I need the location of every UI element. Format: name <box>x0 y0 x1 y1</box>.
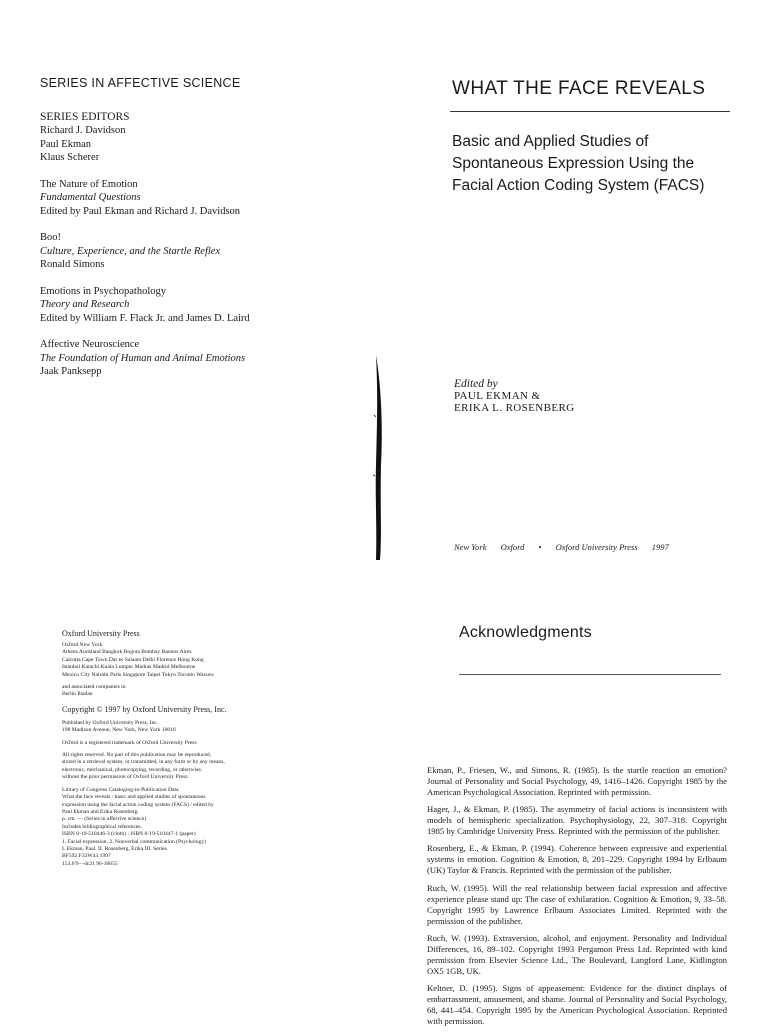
cip-line: expression using the facial action coding system (FACS) / edited by <box>62 801 214 808</box>
series-book-entry <box>40 285 380 326</box>
imprint-city: New York <box>454 542 487 552</box>
acknowledgments-list <box>427 765 727 1033</box>
trademark-line: Oxford is a registered trademark of Oxford University Press <box>62 739 197 746</box>
cip-line: What the face reveals : basic and applied studies of spontaneous <box>62 794 206 801</box>
copyright-page <box>62 628 362 868</box>
acknowledgment-entry: Ekman, P., Friesen, W., and Simons, R. (1985). Is the startle reaction an emotion? Journal of Personality and Social Psychology, 49, 1416–1426. Copyright 1985 by the American Psychological Association. Reprinted with permission. <box>427 765 727 797</box>
rights-line: without the prior permission of Oxford University Press. <box>62 774 189 781</box>
imprint-year: 1997 <box>651 542 669 552</box>
acknowledgment-entry: Ruch, W. (1993). Extraversion, alcohol, and enjoyment. Personality and Individual Differences, 16, 89–102. Copyright 1993 Pergamon Press Ltd. Reprinted with kind permission from Elsevier Science Ltd., The Boulevard, Langford Lane, Kidlington OX5 1GB, UK. <box>427 932 727 976</box>
rights-line: electronic, mechanical, photocopying, recording, or otherwise, <box>62 766 203 773</box>
acknowledgments-heading: Acknowledgments <box>459 624 592 641</box>
book-title: Affective Neuroscience <box>40 339 140 350</box>
cip-line: Paul Ekman and Erika Rosenberg. <box>62 808 139 815</box>
series-editor: Klaus Scherer <box>40 152 100 163</box>
published-line: 198 Madison Avenue, New York, New York 10016 <box>62 727 176 734</box>
copyright-notice: Copyright © 1997 by Oxford University Press, Inc. <box>62 704 227 714</box>
acknowledgment-entry: Rosenberg, E., & Ekman, P. (1994). Coherence between expressive and experiential systems in emotion. Cognition & Emotion, 8, 201–229. Copyright 1994 by Erlbaum (UK) Taylor & Francis. Reprinted with the permission of the publisher. <box>427 843 727 876</box>
book-editor-name: PAUL EKMAN & <box>454 390 541 402</box>
series-editor: Paul Ekman <box>40 138 92 150</box>
publisher-imprint <box>454 542 681 552</box>
rights-line: stored in a retrieval system, or transmitted, in any form or by any means, <box>62 759 225 766</box>
book-credit: Jaak Panksepp <box>40 366 102 377</box>
book-subtitle: The Foundation of Human and Animal Emotions <box>40 352 246 364</box>
press-name: Oxford University Press <box>62 629 140 638</box>
series-book-entry <box>40 231 380 272</box>
book-title: Emotions in Psychopathology <box>40 285 166 297</box>
imprint-city: Oxford <box>500 542 525 552</box>
rights-line: All rights reserved. No part of this publication may be reproduced, <box>62 752 212 759</box>
city-line: Oxford New York <box>62 642 103 648</box>
series-editor: Richard J. Davidson <box>40 125 126 136</box>
cip-line: Includes bibliographical references. <box>62 823 142 830</box>
book-credit: Ronald Simons <box>40 259 105 270</box>
book-subtitle: Culture, Experience, and the Startle Reflex <box>40 245 221 257</box>
book-title: Boo! <box>40 232 61 243</box>
cip-line: BF592.F33W43 1997 <box>62 853 111 860</box>
cip-line: ISBN 0-19-510446-3 (cloth) ; ISBN 0-19-510447-1 (paper) <box>62 831 196 838</box>
city-line: Athens Auckland Bangkok Bogota Bombay Buenos Aires <box>62 649 192 656</box>
subtitle-line: Facial Action Coding System (FACS) <box>452 177 705 194</box>
book-subtitle-block <box>452 131 704 197</box>
book-credit: Edited by Paul Ekman and Richard J. Davidson <box>40 205 241 217</box>
cip-line: Library of Congress Cataloging-in-Publication Data <box>62 786 179 793</box>
series-editors-heading: SERIES EDITORS <box>40 111 130 123</box>
acknowledgment-entry: Ruch, W. (1995). Will the real relationship between facial expression and affective experience please stand up: The case of exhilaration. Cognition & Emotion, 9, 33–58. Copyright 1995 by Lawrence Erlbaum Associates Limited. Reprinted with the permission of the publisher. <box>427 882 727 926</box>
acknowledgment-entry: Hager, J., & Ekman, P. (1985). The asymmetry of facial actions is inconsistent with models of hemispheric specialization. Psychophysiology, 22, 307–318. Copyright 1985 by Cambridge University Press. Reprinted with the permission of the publisher. <box>427 804 727 837</box>
associated-line: Berlin Ibadan <box>62 691 93 698</box>
series-book-entry <box>40 338 380 379</box>
edited-by-label <box>454 378 575 414</box>
book-title: The Nature of Emotion <box>40 178 138 190</box>
book-subtitle: Fundamental Questions <box>40 192 141 203</box>
city-line: Istanbul Karachi Kuala Lumpur Madras Madrid Melbourne <box>62 664 196 671</box>
subtitle-line: Basic and Applied Studies of <box>452 133 649 150</box>
city-line: Mexico City Nairobi Paris Singapore Taipei Tokyo Toronto Warsaw <box>62 671 215 678</box>
binding-shadow <box>372 355 384 560</box>
book-main-title: WHAT THE FACE REVEALS <box>452 78 706 99</box>
book-credit: Edited by William F. Flack Jr. and James D. Laird <box>40 312 250 324</box>
cip-line: I. Ekman, Paul. II. Rosenberg, Erika III. Series. <box>62 845 169 852</box>
title-divider <box>450 111 730 112</box>
associated-line: and associated companies in <box>62 684 126 691</box>
edited-by-text: Edited by <box>454 378 498 390</box>
series-book-entry <box>40 178 380 219</box>
acknowledgments-divider <box>459 674 721 675</box>
published-line: Published by Oxford University Press, Inc. <box>62 719 159 726</box>
cip-line: 1. Facial expression. 2. Nonverbal communication (Psychology) <box>62 838 207 845</box>
series-page <box>40 76 380 379</box>
cip-line: p. cm. — (Series in affective science) <box>62 816 147 823</box>
cip-line: 153.6'9—dc21 96-36655 <box>62 860 118 867</box>
city-line: Calcutta Cape Town Dar es Salaam Delhi Florence Hong Kong <box>62 656 204 663</box>
series-heading: SERIES IN AFFECTIVE SCIENCE <box>40 76 241 90</box>
subtitle-line: Spontaneous Expression Using the <box>452 155 695 172</box>
book-subtitle: Theory and Research <box>40 299 130 310</box>
imprint-publisher: Oxford University Press <box>555 542 638 552</box>
book-editor-name: ERIKA L. ROSENBERG <box>454 402 575 414</box>
acknowledgment-entry: Keltner, D. (1995). Signs of appeasement: Evidence for the distinct displays of embarrassment, amusement, and shame. Journal of Personality and Social Psychology, 68, 441–454. Copyright 1995 by the American Psychological Association. Reprinted with permission. <box>427 982 727 1026</box>
imprint-bullet: • <box>538 542 542 552</box>
